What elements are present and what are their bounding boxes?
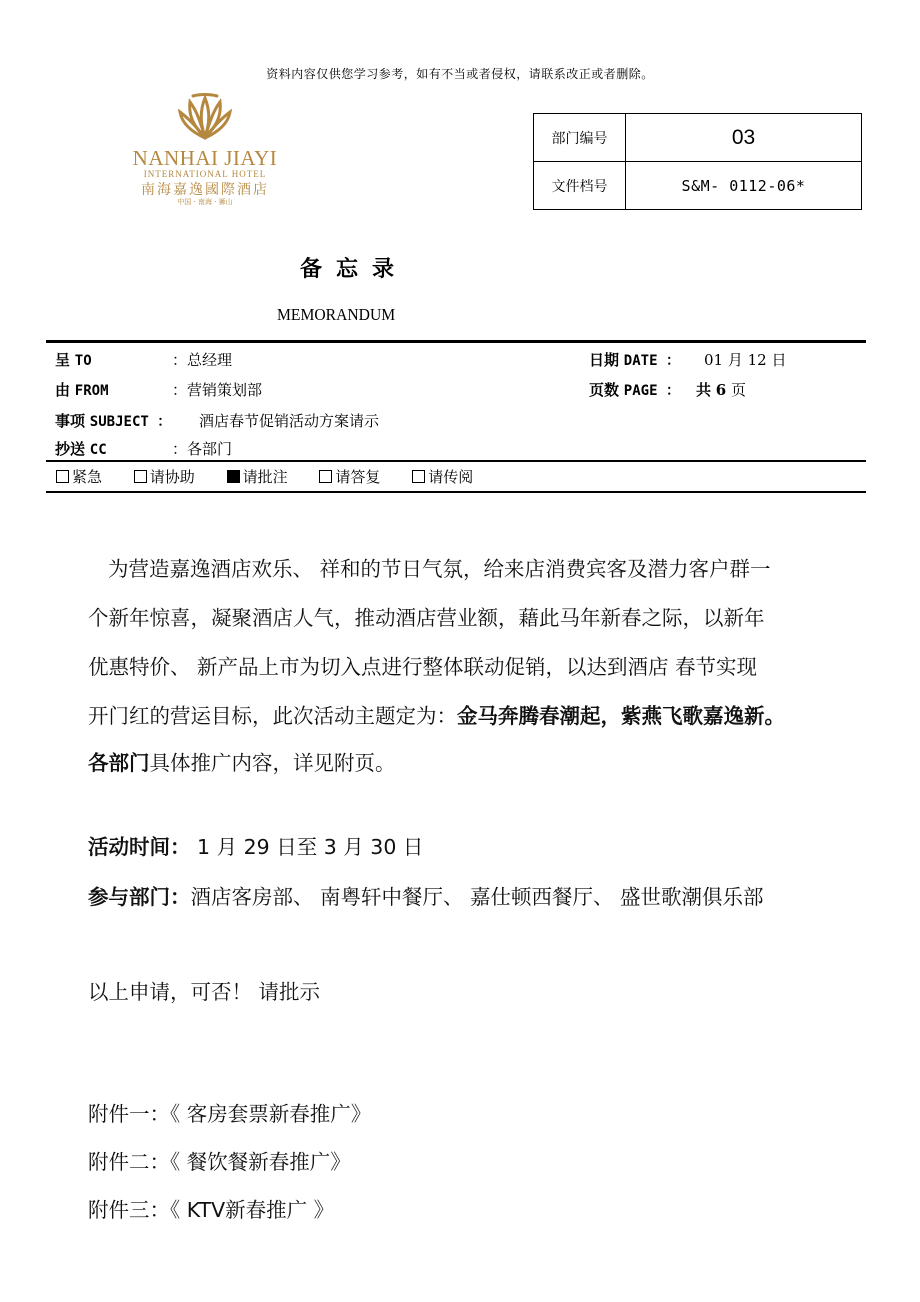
to-value: ：总经理 — [172, 351, 233, 369]
file-number-label: 文件档号 — [534, 162, 626, 210]
page-value: 共 6 页 — [696, 381, 747, 399]
date-label: 日期 DATE ： — [589, 351, 680, 369]
closing-request: 以上申请，可否！ 请批示 — [88, 980, 321, 1004]
checkbox-circulate[interactable]: 请传阅 — [412, 466, 473, 487]
attachment-3: 附件三：《 KTV新春推广 》 — [88, 1198, 335, 1222]
body-line-5: 各部门具体推广内容，详见附页。 — [88, 751, 396, 775]
activity-time: 活动时间： 1 月 29 日至 3 月 30 日 — [88, 835, 424, 859]
checkbox-annotate[interactable]: 请批注 — [227, 466, 288, 487]
cc-label: 抄送 CC — [55, 440, 107, 458]
memo-title-cn: 备忘录 — [300, 256, 409, 282]
checkbox-reply[interactable]: 请答复 — [319, 466, 380, 487]
participating-departments: 参与部门：酒店客房部、 南粤轩中餐厅、 嘉仕顿西餐厅、 盛世歌潮俱乐部 — [88, 885, 764, 909]
logo-subtitle: INTERNATIONAL HOTEL — [143, 169, 267, 179]
body-line-1: 为营造嘉逸酒店欢乐、 祥和的节日气氛，给来店消费宾客及潜力客户群一 — [108, 557, 771, 581]
logo-location: 中国 · 南海 · 狮山 — [177, 198, 233, 206]
from-label: 由 FROM — [55, 381, 109, 399]
attachment-2: 附件二：《 餐饮餐新春推广》 — [88, 1150, 351, 1174]
body-line-2: 个新年惊喜，凝聚酒店人气，推动酒店营业额，藉此马年新春之际，以新年 — [88, 606, 765, 630]
dept-number-value: 03 — [626, 114, 862, 162]
body-line-4: 开门红的营运目标，此次活动主题定为：金马奔腾春潮起，紫燕飞歌嘉逸新。 — [88, 704, 785, 728]
checkbox-assist[interactable]: 请协助 — [134, 466, 195, 487]
activity-theme: 金马奔腾春潮起，紫燕飞歌嘉逸新。 — [457, 704, 785, 728]
subject-label: 事项 SUBJECT ： — [55, 412, 172, 430]
logo-name-en: NANHAI JIAYI — [132, 146, 278, 170]
cc-value: ：各部门 — [172, 440, 233, 458]
to-label: 呈 TO — [55, 351, 92, 369]
page-label: 页数 PAGE ： — [589, 381, 680, 399]
date-value: 01 月 12 日 — [704, 351, 787, 369]
disclaimer-note: 资料内容仅供您学习参考，如有不当或者侵权，请联系改正或者删除。 — [266, 67, 654, 81]
subject-value: 酒店春节促销活动方案请示 — [199, 412, 380, 430]
memo-title-en: MEMORANDUM — [277, 305, 396, 324]
file-number-value: S&M- 0112-06* — [626, 162, 862, 210]
dept-number-label: 部门编号 — [534, 114, 626, 162]
checkbox-urgent[interactable]: 紧急 — [56, 466, 102, 487]
logo-name-cn: 南海嘉逸國際酒店 — [141, 182, 269, 198]
from-value: ：营销策划部 — [172, 381, 263, 399]
body-line-3: 优惠特价、 新产品上市为切入点进行整体联动促销，以达到酒店 春节实现 — [88, 655, 758, 679]
attachment-1: 附件一：《 客房套票新春推广》 — [88, 1102, 372, 1126]
